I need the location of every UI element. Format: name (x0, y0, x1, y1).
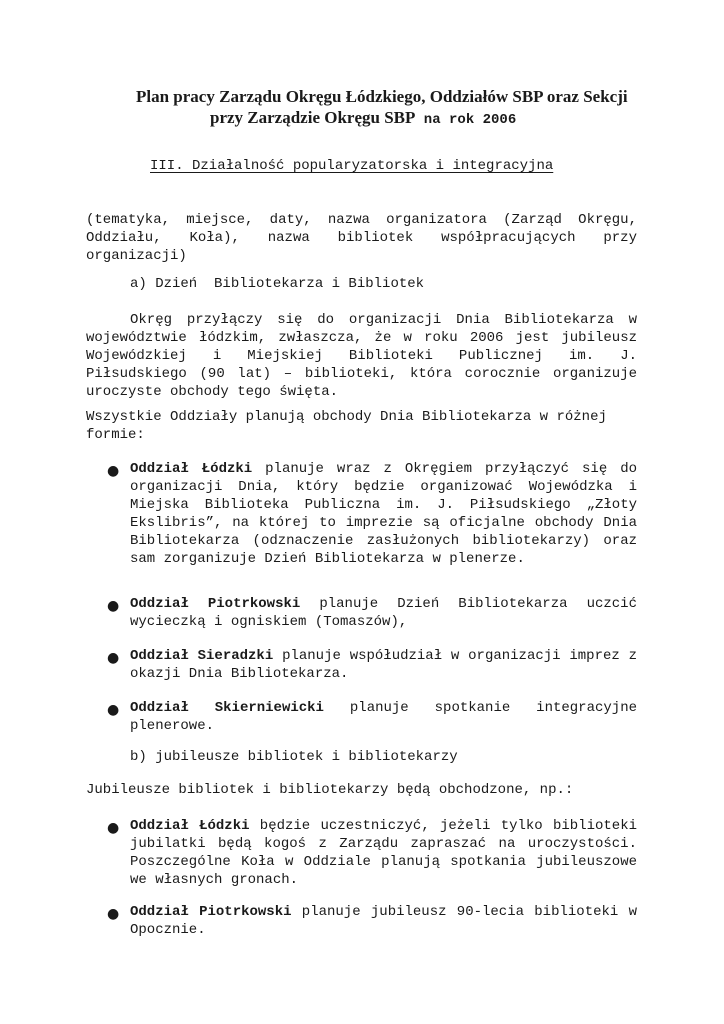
list-item-label: Oddział Łódzki (130, 461, 253, 477)
list-item-text: planuje współudział w organizacji imprez z okazji Dnia Bibliotekarza. (130, 648, 637, 682)
list-item-label: Oddział Skierniewicki (130, 700, 324, 716)
list-item (107, 699, 637, 735)
subsection-a-paragraph-2: Wszystkie Oddziały planują obchody Dnia Bibliotekarza w różnej formie: (86, 409, 607, 443)
list-item-label: Oddział Piotrkowski (130, 596, 301, 612)
list-item (107, 460, 637, 568)
title-year: na rok 2006 (415, 112, 517, 128)
list-item-text: planuje jubileusz 90-lecia biblioteki w Opocznie. (130, 904, 637, 938)
list-item (107, 647, 637, 683)
bullet-icon: ● (107, 598, 120, 614)
bullet-icon: ● (107, 702, 120, 718)
list-item (107, 903, 637, 939)
subsection-a-heading: a) Dzień Bibliotekarza i Bibliotek (130, 276, 425, 292)
bullet-icon: ● (107, 650, 120, 666)
list-item-text: planuje spotkanie integracyjne plenerowe. (130, 700, 637, 734)
bullet-icon: ● (107, 463, 120, 479)
section-heading: III. Działalność popularyzatorska i integracyjna (150, 158, 554, 174)
bullet-icon: ● (107, 906, 120, 922)
title-line-2-main: przy Zarządzie Okręgu SBP (210, 108, 416, 127)
subsection-b-paragraph-1: Jubileusze bibliotek i bibliotekarzy będą obchodzone, np.: (86, 782, 574, 798)
title-line-1: Plan pracy Zarządu Okręgu Łódzkiego, Oddziałów SBP oraz Sekcji (136, 87, 628, 106)
subsection-b-heading: b) jubileusze bibliotek i bibliotekarzy (130, 749, 458, 765)
list-item-text: będzie uczestniczyć, jeżeli tylko biblioteki jubilatki będą kogoś z Zarządu zapraszać na uroczystości. Poszczególne Koła w Oddziale planują spotkania jubileuszowe we własnych gronach. (130, 818, 638, 888)
intro-paragraph: (tematyka, miejsce, daty, nazwa organizatora (Zarząd Okręgu, Oddziału, Koła), nazwa bibliotek współpracujących przy organizacji) (86, 212, 637, 264)
list-item-text: planuje Dzień Bibliotekarza uczcić wycieczką i ogniskiem (Tomaszów), (130, 596, 637, 630)
bullet-icon: ● (107, 820, 120, 836)
list-item-label: Oddział Piotrkowski (130, 904, 292, 920)
document-title (120, 86, 660, 131)
list-item-label: Oddział Sieradzki (130, 648, 274, 664)
subsection-a-paragraph-1: Okręg przyłączy się do organizacji Dnia Bibliotekarza w województwie łódzkim, zwłaszcza, że w roku 2006 jest jubileusz Wojewódzkiej i Miejskiej Biblioteki Publicznej im. J. Piłsudskiego (90 lat) – biblioteki, która corocznie organizuje uroczyste obchody tego święta. (86, 312, 637, 400)
list-item (107, 595, 637, 631)
list-item-text: planuje wraz z Okręgiem przyłączyć się do organizacji Dnia, który będzie organizować Wojewódzka i Miejska Biblioteka Publiczna im. J. Piłsudskiego „Złoty Ekslibris”, na której to imprezie są oficjalne obchody Dnia Bibliotekarza (odznaczenie zasłużonych bibliotekarzy) oraz sam zorganizuje Dzień Bibliotekarza w plenerze. (130, 461, 637, 567)
title-line-2 (120, 107, 660, 131)
list-item (107, 817, 638, 889)
list-item-label: Oddział Łódzki (130, 818, 250, 834)
